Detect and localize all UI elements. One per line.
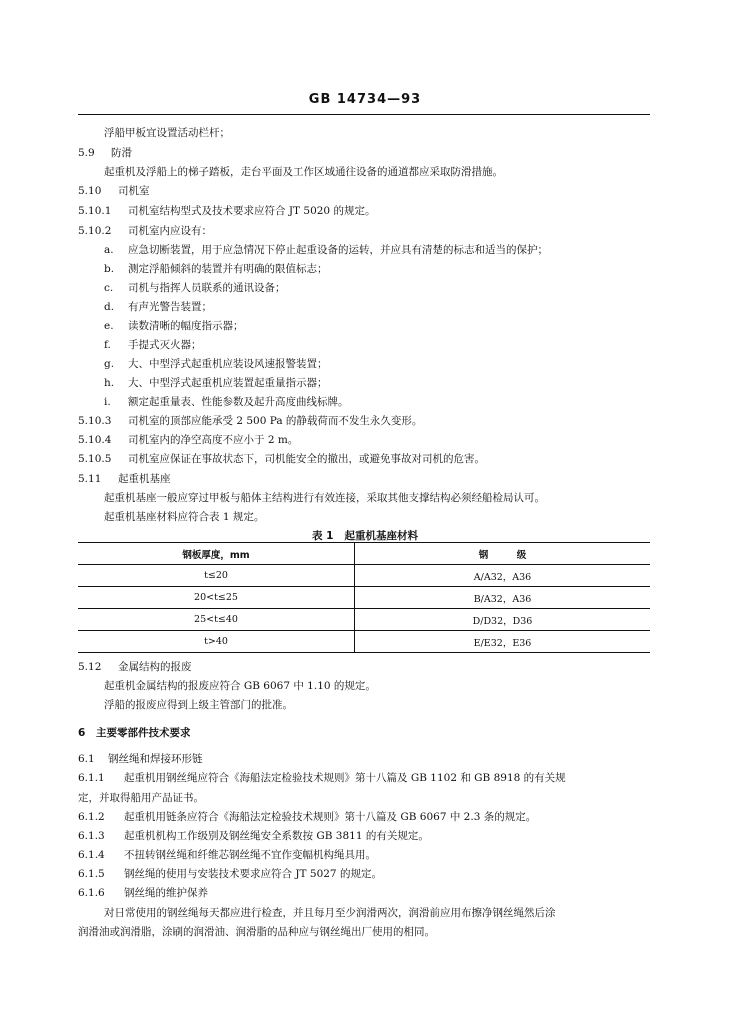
paragraph: 司机室结构型式及技术要求应符合 JT 5020 的规定。 — [128, 205, 376, 217]
paragraph: 起重机机构工作级别及钢丝绳安全系数按 GB 3811 的有关规定。 — [124, 830, 429, 842]
list-item: 大、中型浮式起重机应装设风速报警装置； — [128, 358, 328, 370]
section-number: 6.1.2 — [78, 811, 105, 823]
table-row — [78, 565, 650, 587]
table-cell-thickness: t>40 — [78, 631, 355, 653]
list-item-mark: h. — [104, 377, 115, 389]
list-item: 手提式灭火器； — [128, 339, 202, 351]
table-header-thickness: 钢板厚度，mm — [78, 543, 355, 565]
list-item-mark: b. — [104, 263, 115, 275]
table-cell-grade: B/A32，A36 — [473, 593, 532, 605]
list-item: 测定浮船倾斜的装置并有明确的限值标志； — [128, 263, 328, 275]
paragraph: 司机室的顶部应能承受 2 500 Pa 的静载荷而不发生永久变形。 — [128, 415, 423, 427]
section-title: 司机室 — [118, 185, 150, 197]
list-item: 大、中型浮式起重机应装置起重量指示器； — [128, 377, 328, 389]
section-title: 起重机基座 — [118, 473, 171, 485]
paragraph: 起重机基座材料应符合表 1 规定。 — [104, 511, 265, 523]
table-caption-number: 表 1 — [312, 530, 334, 542]
paragraph: 司机室内的净空高度不应小于 2 m。 — [128, 434, 299, 446]
paragraph: 起重机及浮船上的梯子踏板，走台平面及工作区域通往设备的通道都应采取防滑措施。 — [104, 166, 503, 178]
list-item-mark: d. — [104, 301, 115, 313]
list-item: 有声光警告装置； — [128, 301, 212, 313]
paragraph: 钢丝绳的使用与安装技术要求应符合 JT 5027 的规定。 — [124, 868, 382, 880]
table-row — [78, 609, 650, 631]
section-number: 5.10.1 — [78, 205, 112, 217]
table-cell-thickness: 20<t≤25 — [78, 587, 355, 609]
table-cell-grade: A/A32，A36 — [473, 571, 532, 583]
section-number: 5.10.2 — [78, 225, 112, 237]
section-number: 5.10 — [78, 185, 102, 197]
table-caption-title: 起重机基座材料 — [344, 530, 418, 542]
paragraph: 浮船甲板宜设置活动栏杆； — [104, 127, 230, 139]
chapter-number: 6 — [78, 727, 86, 739]
paragraph: 起重机用钢丝绳应符合《海船法定检验技术规则》第十八篇及 GB 1102 和 GB 8918 的有关规 — [124, 772, 566, 784]
list-item: 读数清晰的幅度指示器； — [128, 320, 244, 332]
section-title: 钢丝绳和焊接环形链 — [108, 753, 203, 765]
table-header-row — [78, 543, 650, 565]
paragraph: 对日常使用的钢丝绳每天都应进行检查，并且每月至少润滑两次，润滑前应用布擦净钢丝绳然后涂 — [104, 907, 556, 919]
table-row — [78, 631, 650, 653]
paragraph: 浮船的报废应得到上级主管部门的批准。 — [104, 699, 293, 711]
section-number: 5.10.4 — [78, 434, 112, 446]
list-item-mark: i. — [104, 396, 111, 408]
header-rule — [78, 114, 650, 115]
section-title: 金属结构的报废 — [118, 661, 192, 673]
paragraph: 起重机基座一般应穿过甲板与船体主结构进行有效连接，采取其他支撑结构必须经船检局认可。 — [104, 492, 545, 504]
paragraph: 起重机金属结构的报废应符合 GB 6067 中 1.10 的规定。 — [104, 680, 376, 692]
section-number: 6.1.4 — [78, 849, 105, 861]
section-number: 5.10.5 — [78, 453, 112, 465]
table-cell-grade: D/D32，D36 — [472, 615, 533, 627]
table-cell-thickness: t≤20 — [78, 565, 355, 587]
list-item: 应急切断装置，用于应急情况下停止起重设备的运转，并应具有清楚的标志和适当的保护； — [128, 244, 548, 256]
paragraph: 司机室应保证在事故状态下，司机能安全的撤出，或避免事故对司机的危害。 — [128, 453, 485, 465]
list-item: 司机与指挥人员联系的通讯设备； — [128, 282, 286, 294]
section-number: 5.9 — [78, 147, 95, 159]
section-number: 6.1.3 — [78, 830, 105, 842]
page-header-title: GB 14734—93 — [308, 92, 422, 107]
table-cell-thickness: 25<t≤40 — [78, 609, 355, 631]
list-item-mark: a. — [104, 244, 114, 256]
section-number: 6.1.5 — [78, 868, 105, 880]
list-item-mark: g. — [104, 358, 115, 370]
section-title: 钢丝绳的维护保养 — [124, 887, 208, 899]
section-number: 6.1 — [78, 753, 95, 765]
list-item: 额定起重量表、性能参数及起升高度曲线标牌。 — [128, 396, 349, 408]
paragraph: 润滑油或润滑脂，涂刷的润滑油、润滑脂的品种应与钢丝绳出厂使用的相同。 — [78, 926, 435, 938]
section-number: 5.11 — [78, 473, 102, 485]
table-cell-grade: E/E32，E36 — [473, 637, 532, 649]
paragraph: 起重机用链条应符合《海船法定检验技术规则》第十八篇及 GB 6067 中 2.3 条的规定。 — [124, 811, 537, 823]
section-number: 6.1.6 — [78, 887, 105, 899]
table-row — [78, 587, 650, 609]
paragraph: 不扭转钢丝绳和纤维芯钢丝绳不宜作变幅机构绳具用。 — [124, 849, 376, 861]
section-number: 6.1.1 — [78, 772, 105, 784]
chapter-title: 主要零部件技术要求 — [96, 727, 191, 739]
list-item-mark: c. — [104, 282, 114, 294]
table-header-grade: 钢 级 — [478, 549, 527, 561]
paragraph: 定，并取得船用产品证书。 — [78, 792, 204, 804]
section-number: 5.12 — [78, 661, 102, 673]
section-title: 防滑 — [111, 147, 132, 159]
section-number: 5.10.3 — [78, 415, 112, 427]
paragraph: 司机室内应设有： — [128, 225, 212, 237]
list-item-mark: e. — [104, 320, 114, 332]
list-item-mark: f. — [104, 339, 111, 351]
table-caption — [0, 528, 730, 543]
material-table — [78, 542, 650, 653]
